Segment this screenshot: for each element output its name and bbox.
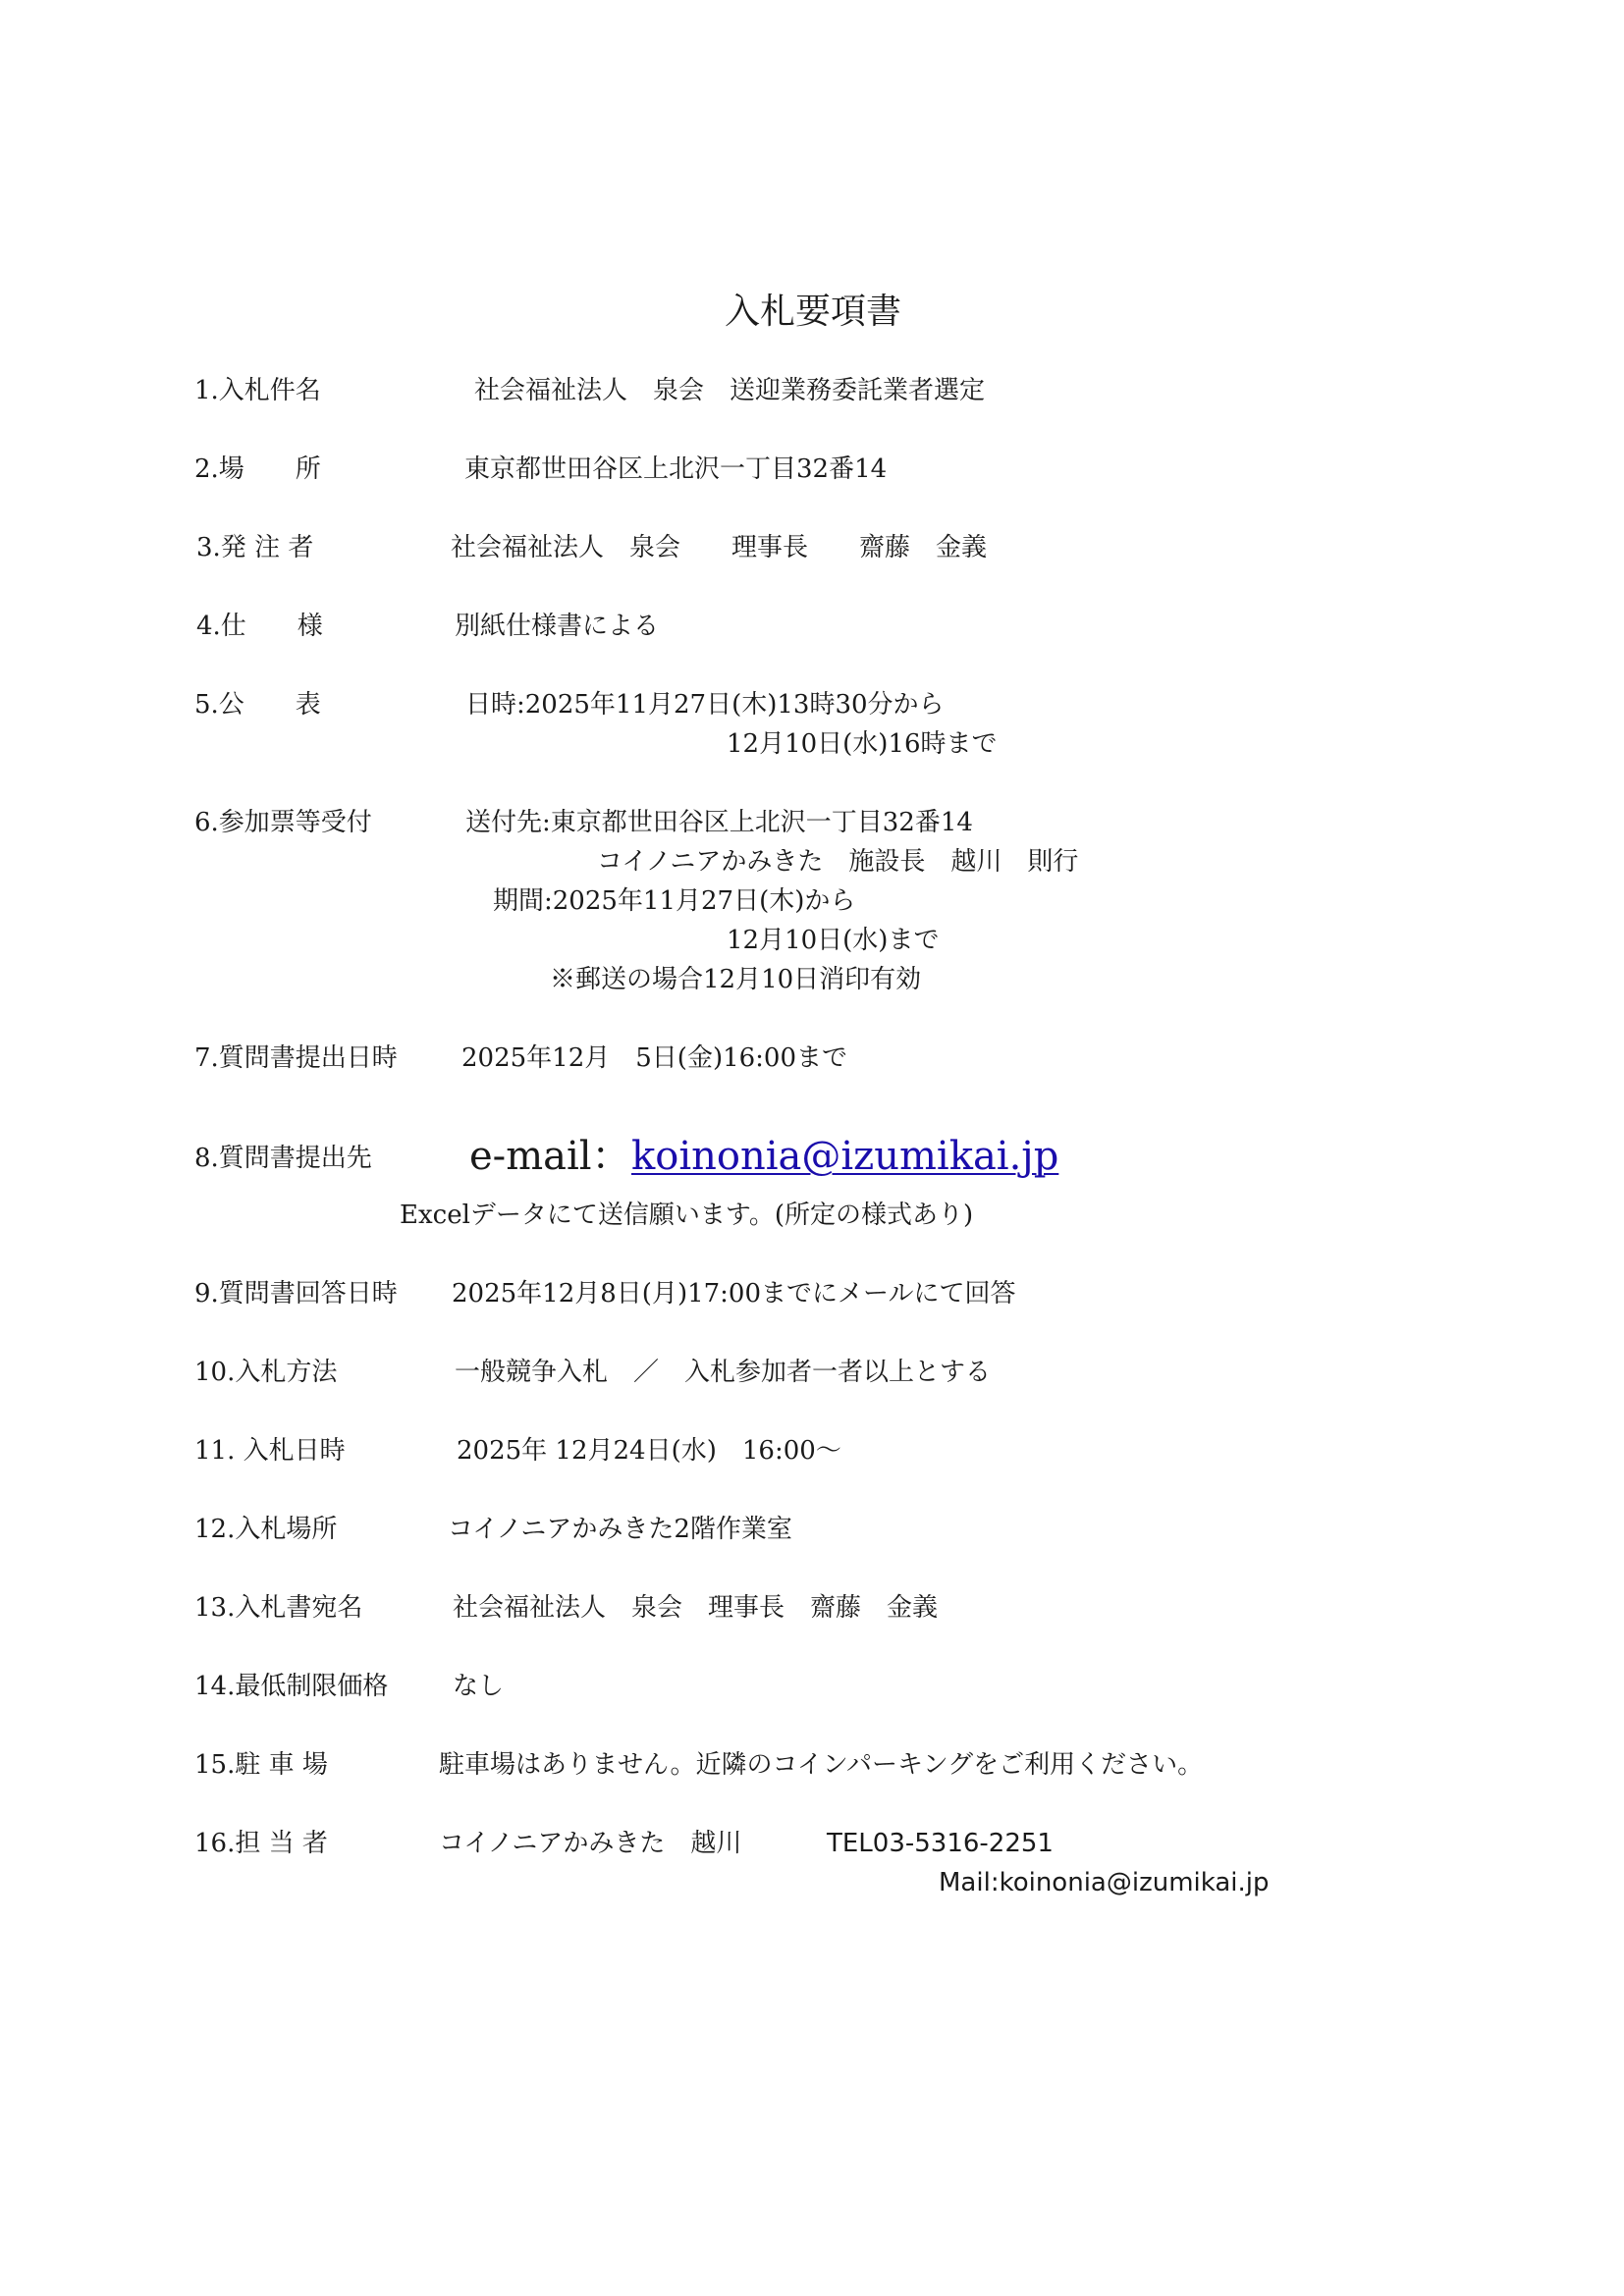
item-16-value: コイノニアかみきた 越川: [439, 1829, 742, 1858]
item-15-label: 15.駐 車 場: [194, 1750, 328, 1780]
item-3-value: 社会福祉法人 泉会 理事長 齋藤 金義: [451, 533, 988, 562]
item-6-line2: コイノニアかみきた 施設長 越川 則行: [597, 847, 1079, 877]
contact-tel: TEL03-5316-2251: [827, 1829, 1054, 1858]
item-14-value: なし: [453, 1672, 505, 1701]
item-16-label: 16.担 当 者: [194, 1829, 328, 1858]
item-8-email-prefix: e-mail：: [469, 1134, 631, 1179]
item-1-label: 1.入札件名: [194, 376, 321, 405]
email-link[interactable]: koinonia@izumikai.jp: [631, 1134, 1059, 1179]
item-6-line1: 送付先:東京都世田谷区上北沢一丁目32番14: [465, 808, 973, 837]
item-2-value: 東京都世田谷区上北沢一丁目32番14: [464, 454, 888, 484]
item-9-label: 9.質問書回答日時: [194, 1279, 398, 1308]
item-10-value: 一般競争入札 ／ 入札参加者一者以上とする: [455, 1358, 992, 1387]
item-11-label: 11. 入札日時: [194, 1436, 346, 1466]
item-2-label: 2.場 所: [194, 454, 321, 484]
item-9-value: 2025年12月8日(月)17:00までにメールにて回答: [452, 1279, 1016, 1308]
item-7-value: 2025年12月 5日(金)16:00まで: [461, 1043, 848, 1073]
item-12-label: 12.入札場所: [194, 1515, 338, 1544]
item-13-value: 社会福祉法人 泉会 理事長 齋藤 金義: [453, 1593, 939, 1623]
item-12-value: コイノニアかみきた2階作業室: [448, 1515, 792, 1544]
item-7-label: 7.質問書提出日時: [194, 1043, 398, 1073]
document-title: 入札要項書: [725, 292, 902, 332]
item-8-note: Excelデータにて送信願います。(所定の様式あり): [400, 1201, 974, 1230]
item-3-label: 3.発 注 者: [196, 533, 314, 562]
item-1-value: 社会福祉法人 泉会 送迎業務委託業者選定: [474, 376, 986, 405]
item-14-label: 14.最低制限価格: [194, 1672, 389, 1701]
item-11-value: 2025年 12月24日(水) 16:00～: [457, 1436, 841, 1466]
item-4-value: 別紙仕様書による: [455, 612, 660, 641]
contact-mail: Mail:koinonia@izumikai.jp: [939, 1868, 1270, 1897]
item-6-line5: ※郵送の場合12月10日消印有効: [550, 965, 922, 994]
item-10-label: 10.入札方法: [194, 1358, 338, 1387]
item-13-label: 13.入札書宛名: [194, 1593, 363, 1623]
item-5-line1: 日時:2025年11月27日(木)13時30分から: [465, 690, 945, 720]
item-5-label: 5.公 表: [194, 690, 321, 720]
item-6-line3: 期間:2025年11月27日(木)から: [493, 886, 856, 916]
item-15-value: 駐車場はありません。近隣のコインパーキングをご利用ください。: [439, 1750, 1204, 1780]
item-6-line4: 12月10日(水)まで: [727, 926, 940, 955]
item-4-label: 4.仕 様: [196, 612, 323, 641]
item-8-label: 8.質問書提出先: [194, 1144, 372, 1173]
item-6-label: 6.参加票等受付: [194, 808, 372, 837]
item-5-line2: 12月10日(水)16時まで: [727, 729, 998, 759]
